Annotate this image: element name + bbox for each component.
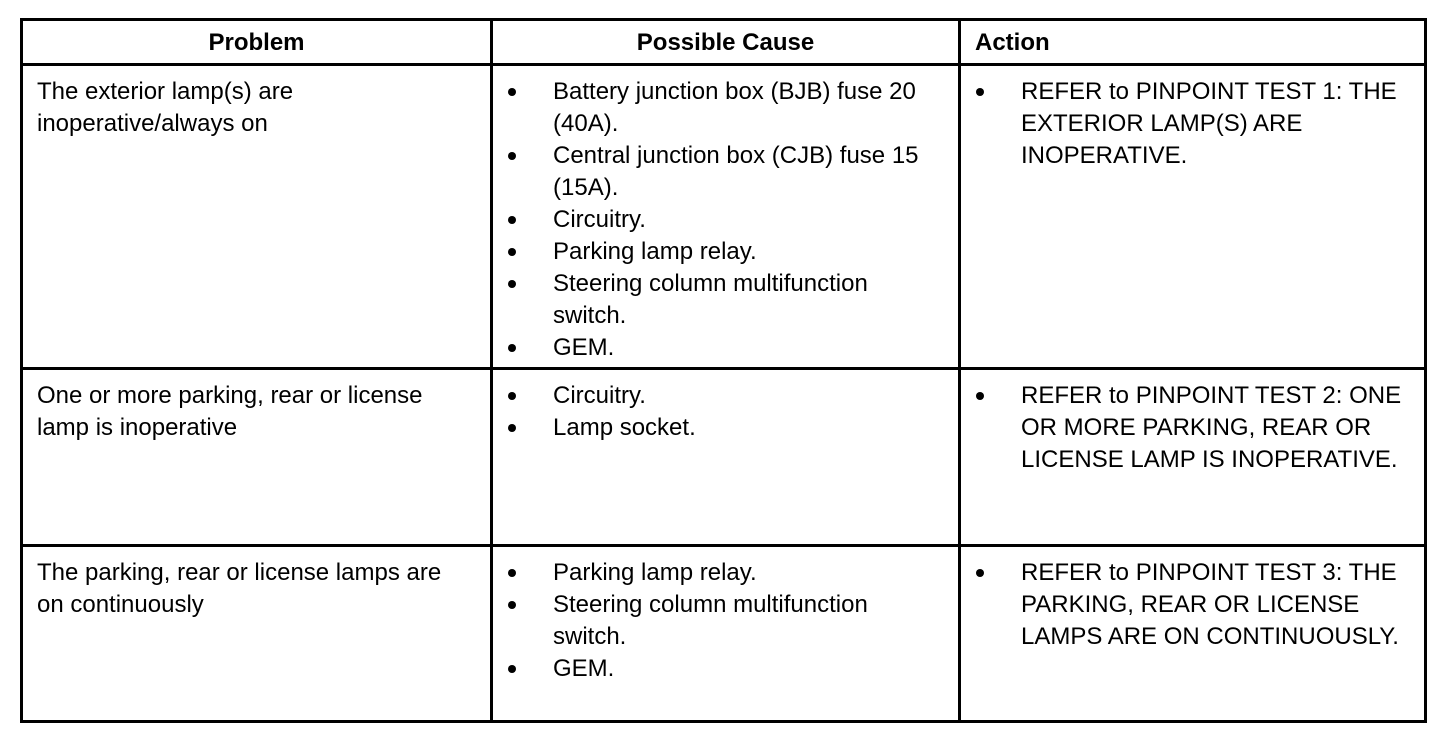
action-cell xyxy=(960,369,1426,546)
action-text: REFER to PINPOINT TEST 3: THE PARKING, REAR OR LICENSE LAMPS ARE ON CONTINUOUSLY. xyxy=(1021,559,1399,650)
cause-text: Circuitry. xyxy=(553,382,646,409)
cause-item xyxy=(493,332,946,364)
cause-item xyxy=(493,653,946,685)
cause-text: Circuitry. xyxy=(553,206,646,233)
cause-cell xyxy=(492,546,960,722)
table-row xyxy=(22,546,1426,722)
bullet-icon xyxy=(508,344,516,352)
cause-text: Parking lamp relay. xyxy=(553,238,757,265)
cause-text: Steering column multifunction switch. xyxy=(553,270,868,329)
cause-item xyxy=(493,76,946,140)
problem-cell xyxy=(22,369,492,546)
header-problem: Problem xyxy=(22,20,492,65)
action-list xyxy=(961,370,1424,476)
action-item xyxy=(961,557,1412,653)
bullet-icon xyxy=(508,88,516,96)
cause-text: Steering column multifunction switch. xyxy=(553,591,868,650)
cause-text: Lamp socket. xyxy=(553,414,696,441)
cause-cell xyxy=(492,369,960,546)
bullet-icon xyxy=(508,569,516,577)
cause-item xyxy=(493,589,946,653)
action-item xyxy=(961,76,1412,172)
action-cell xyxy=(960,65,1426,369)
cause-item xyxy=(493,236,946,268)
header-possible-cause: Possible Cause xyxy=(492,20,960,65)
problem-cell xyxy=(22,65,492,369)
bullet-icon xyxy=(976,88,984,96)
table-row xyxy=(22,369,1426,546)
cause-text: Parking lamp relay. xyxy=(553,559,757,586)
cause-item xyxy=(493,140,946,204)
header-row xyxy=(22,20,1426,65)
bullet-icon xyxy=(508,248,516,256)
cause-list xyxy=(493,66,958,364)
cause-item xyxy=(493,557,946,589)
bullet-icon xyxy=(508,665,516,673)
bullet-icon xyxy=(976,569,984,577)
bullet-icon xyxy=(508,392,516,400)
action-text: REFER to PINPOINT TEST 2: ONE OR MORE PARKING, REAR OR LICENSE LAMP IS INOPERATIVE. xyxy=(1021,382,1402,473)
bullet-icon xyxy=(508,152,516,160)
problem-text: The exterior lamp(s) are inoperative/always on xyxy=(37,78,294,137)
cause-item xyxy=(493,268,946,332)
bullet-icon xyxy=(508,216,516,224)
cause-text: Central junction box (CJB) fuse 15 (15A). xyxy=(553,142,919,201)
bullet-icon xyxy=(508,280,516,288)
cause-list xyxy=(493,547,958,685)
cause-item xyxy=(493,380,946,412)
action-text: REFER to PINPOINT TEST 1: THE EXTERIOR LAMP(S) ARE INOPERATIVE. xyxy=(1021,78,1397,169)
action-list xyxy=(961,66,1424,172)
problem-text: One or more parking, rear or license lamp is inoperative xyxy=(37,382,423,441)
action-list xyxy=(961,547,1424,653)
action-item xyxy=(961,380,1412,476)
cause-list xyxy=(493,370,958,444)
cause-text: GEM. xyxy=(553,334,615,361)
problem-cell xyxy=(22,546,492,722)
cause-text: Battery junction box (BJB) fuse 20 (40A). xyxy=(553,78,916,137)
bullet-icon xyxy=(508,601,516,609)
header-action: Action xyxy=(960,20,1426,65)
cause-item xyxy=(493,412,946,444)
bullet-icon xyxy=(508,424,516,432)
action-cell xyxy=(960,546,1426,722)
cause-cell xyxy=(492,65,960,369)
problem-text: The parking, rear or license lamps are on continuously xyxy=(37,559,442,618)
cause-item xyxy=(493,204,946,236)
diagnosis-table xyxy=(20,18,1427,723)
cause-text: GEM. xyxy=(553,655,615,682)
table-row xyxy=(22,65,1426,369)
bullet-icon xyxy=(976,392,984,400)
